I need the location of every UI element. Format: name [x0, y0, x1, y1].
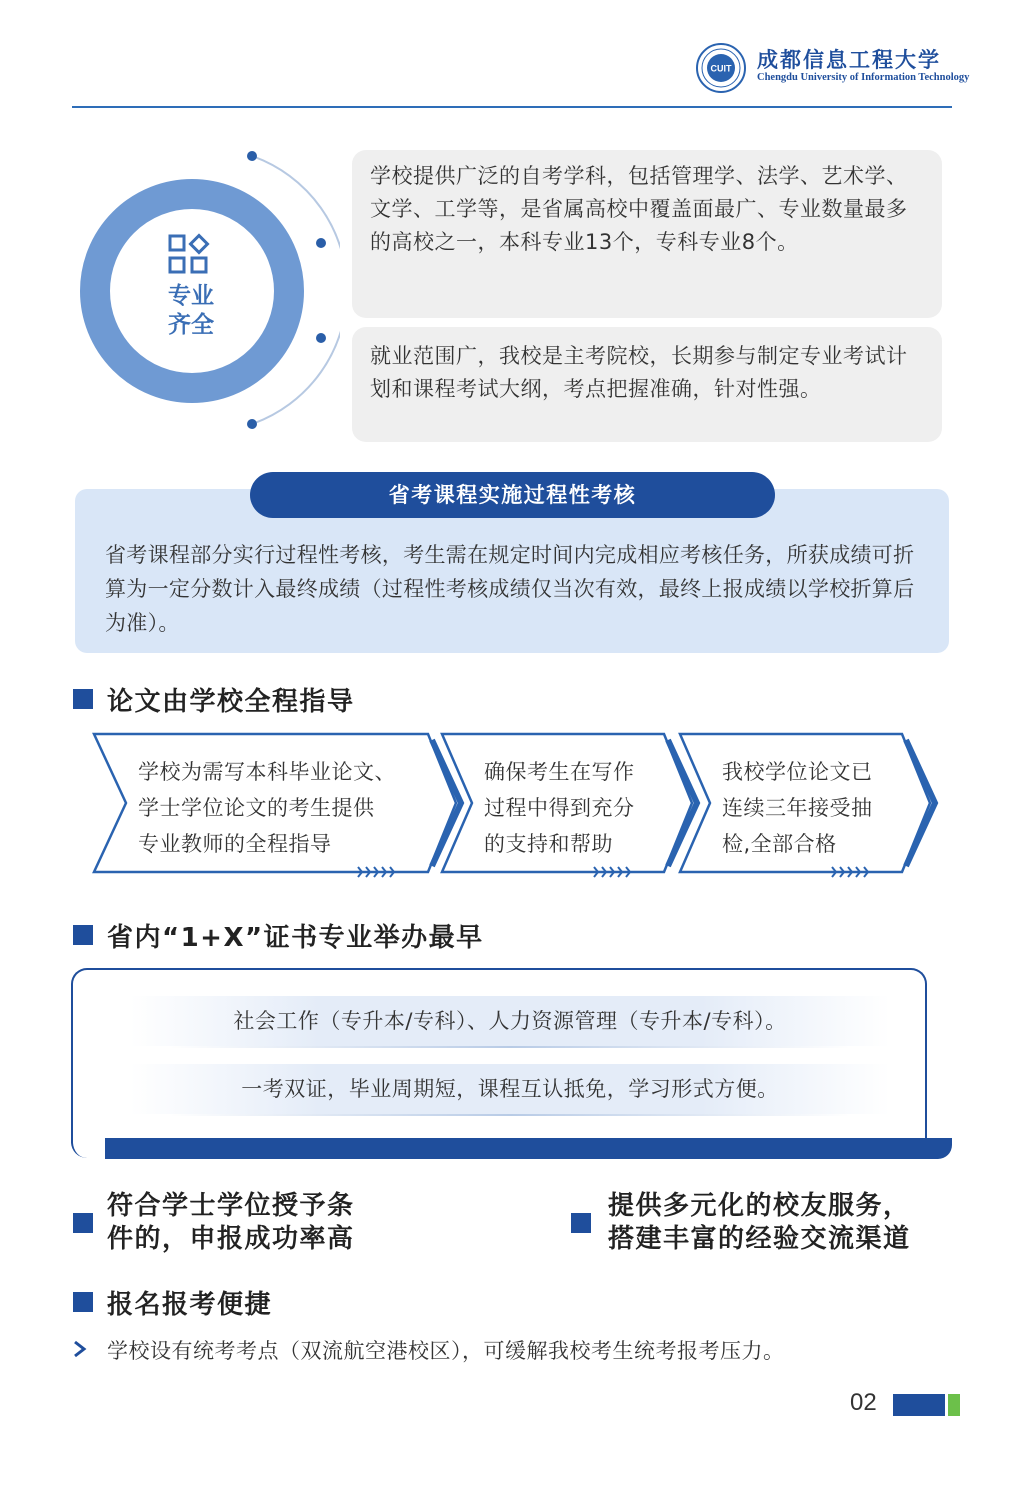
- process-assessment-title: 省考课程实施过程性考核: [250, 472, 775, 518]
- thesis-card-2-line: 的支持和帮助: [484, 832, 613, 856]
- section-square-icon: [73, 1213, 93, 1233]
- logo-chinese-name: 成都信息工程大学: [757, 47, 941, 72]
- thesis-card-3-line: 我校学位论文已: [722, 760, 873, 784]
- page-number: 02: [850, 1389, 877, 1416]
- thesis-section-title: 论文由学校全程指导: [107, 687, 355, 717]
- feature-alumni-line1: 提供多元化的校友服务，: [608, 1191, 911, 1221]
- registration-section-title: 报名报考便捷: [107, 1290, 273, 1320]
- thesis-card-1-line: 学士学位论文的考生提供: [138, 796, 375, 820]
- section-square-icon: [73, 1292, 93, 1312]
- ring-label-line1: 专业: [168, 283, 214, 309]
- onex-benefits-line: 一考双证，毕业周期短，课程互认抵免，学习形式方便。: [130, 1064, 890, 1114]
- employment-info-text: 就业范围广，我校是主考院校，长期参与制定专业考试计划和课程考试大纲，考点把握准确，针对性强。: [370, 344, 908, 401]
- registration-bullet: 学校设有统考考点（双流航空港校区），可缓解我校考生统考报考压力。: [107, 1339, 785, 1363]
- major-info-text: 学校提供广泛的自考学科，包括管理学、法学、艺术学、文学、工学等，是省属高校中覆盖面最广、专业数量最多的高校之一，本科专业13个，专科专业8个。: [370, 164, 908, 254]
- thesis-card-2-line: 过程中得到充分: [484, 796, 635, 820]
- onex-majors-line: 社会工作（专升本/专科）、人力资源管理（专升本/专科）。: [130, 996, 890, 1046]
- ring-label-line2: 齐全: [168, 312, 214, 338]
- thesis-card-3-line: 检,全部合格: [722, 832, 837, 856]
- thesis-card-1-line: 学校为需写本科毕业论文、: [138, 760, 396, 784]
- university-seal-icon: [695, 42, 747, 94]
- thesis-card-1-line: 专业教师的全程指导: [138, 832, 332, 856]
- page-bar-green: [948, 1394, 960, 1416]
- feature-degree-line2: 件的，申报成功率高: [107, 1224, 355, 1254]
- thesis-card-3: [722, 754, 873, 862]
- logo-english-name: Chengdu University of Information Technology: [757, 72, 970, 83]
- grid-icon: [166, 230, 214, 278]
- onex-section-title: 省内“1+X”证书专业举办最早: [107, 923, 484, 953]
- employment-info-box: [352, 327, 942, 442]
- ring-label: [150, 282, 232, 340]
- thesis-card-1: [138, 754, 396, 862]
- feature-alumni-line2: 搭建丰富的经验交流渠道: [608, 1224, 911, 1254]
- feature-degree: [107, 1190, 355, 1256]
- university-logo: [695, 42, 970, 94]
- header-divider: [72, 106, 952, 108]
- section-square-icon: [73, 689, 93, 709]
- feature-degree-line1: 符合学士学位授予条: [107, 1191, 355, 1221]
- feature-alumni: [608, 1190, 911, 1256]
- thesis-card-2-line: 确保考生在写作: [484, 760, 635, 784]
- process-assessment-text: 省考课程部分实行过程性考核，考生需在规定时间内完成相应考核任务，所获成绩可折算为一定分数计入最终成绩（过程性考核成绩仅当次有效，最终上报成绩以学校折算后为准）。: [105, 543, 915, 635]
- chevron-right-icon: [72, 1340, 88, 1358]
- major-info-box: [352, 150, 942, 318]
- onex-box-bottom-bar: [105, 1138, 952, 1159]
- thesis-card-3-line: 连续三年接受抽: [722, 796, 873, 820]
- section-square-icon: [73, 925, 93, 945]
- thesis-card-2: [484, 754, 635, 862]
- section-square-icon: [571, 1213, 591, 1233]
- page-bar-blue: [893, 1394, 945, 1416]
- seal-text: CUIT: [710, 63, 732, 74]
